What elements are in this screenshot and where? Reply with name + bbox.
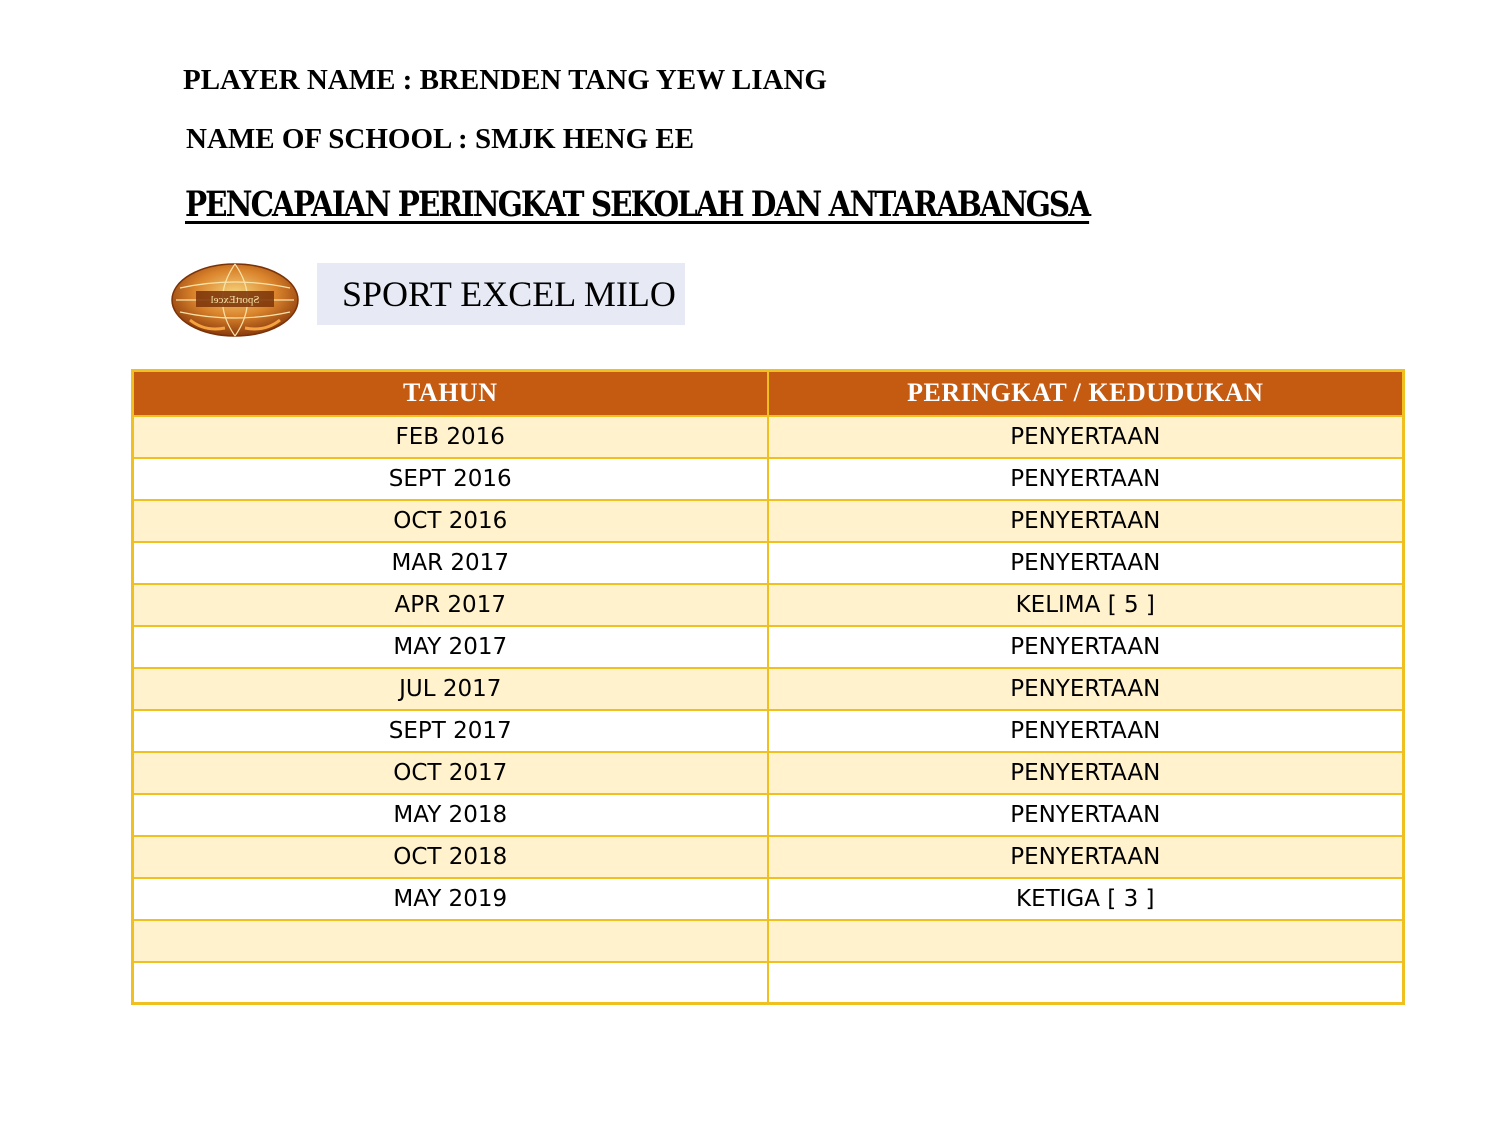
cell-rank: PENYERTAAN [768, 836, 1404, 878]
page-heading: PENCAPAIAN PERINGKAT SEKOLAH DAN ANTARABANGSA [185, 184, 1090, 225]
table-row [133, 416, 1404, 458]
table-row [133, 626, 1404, 668]
cell-year [133, 920, 768, 962]
cell-year: MAY 2019 [133, 878, 768, 920]
table-row [133, 878, 1404, 920]
cell-year: FEB 2016 [133, 416, 768, 458]
cell-rank: PENYERTAAN [768, 626, 1404, 668]
table-row [133, 542, 1404, 584]
table-row [133, 458, 1404, 500]
results-table [131, 369, 1405, 1005]
cell-year [133, 962, 768, 1004]
cell-year: OCT 2017 [133, 752, 768, 794]
cell-rank: PENYERTAAN [768, 500, 1404, 542]
table-row [133, 500, 1404, 542]
svg-text:SportExcel: SportExcel [210, 294, 260, 306]
cell-rank: KELIMA [ 5 ] [768, 584, 1404, 626]
table-row [133, 710, 1404, 752]
cell-rank: PENYERTAAN [768, 416, 1404, 458]
cell-rank: PENYERTAAN [768, 542, 1404, 584]
event-title: SPORT EXCEL MILO [342, 274, 676, 314]
cell-year: OCT 2018 [133, 836, 768, 878]
table-header-row [133, 371, 1404, 416]
cell-rank: PENYERTAAN [768, 794, 1404, 836]
cell-year: APR 2017 [133, 584, 768, 626]
header-peringkat: PERINGKAT / KEDUDUKAN [768, 371, 1404, 416]
cell-rank [768, 920, 1404, 962]
event-title-box [317, 263, 685, 325]
cell-rank: PENYERTAAN [768, 710, 1404, 752]
cell-year: JUL 2017 [133, 668, 768, 710]
cell-year: SEPT 2017 [133, 710, 768, 752]
table-row [133, 668, 1404, 710]
cell-year: MAR 2017 [133, 542, 768, 584]
cell-rank: PENYERTAAN [768, 668, 1404, 710]
cell-year: MAY 2018 [133, 794, 768, 836]
table-row [133, 794, 1404, 836]
table-row-empty [133, 920, 1404, 962]
player-name-line: PLAYER NAME : BRENDEN TANG YEW LIANG [183, 64, 827, 96]
table-row [133, 752, 1404, 794]
header-tahun: TAHUN [133, 371, 768, 416]
cell-rank: PENYERTAAN [768, 752, 1404, 794]
cell-rank: KETIGA [ 3 ] [768, 878, 1404, 920]
cell-year: OCT 2016 [133, 500, 768, 542]
cell-rank [768, 962, 1404, 1004]
table-row-empty [133, 962, 1404, 1004]
table-row [133, 584, 1404, 626]
cell-year: SEPT 2016 [133, 458, 768, 500]
school-name-line: NAME OF SCHOOL : SMJK HENG EE [186, 123, 695, 155]
table-row [133, 836, 1404, 878]
sportexcel-logo-icon [170, 262, 300, 338]
cell-year: MAY 2017 [133, 626, 768, 668]
cell-rank: PENYERTAAN [768, 458, 1404, 500]
